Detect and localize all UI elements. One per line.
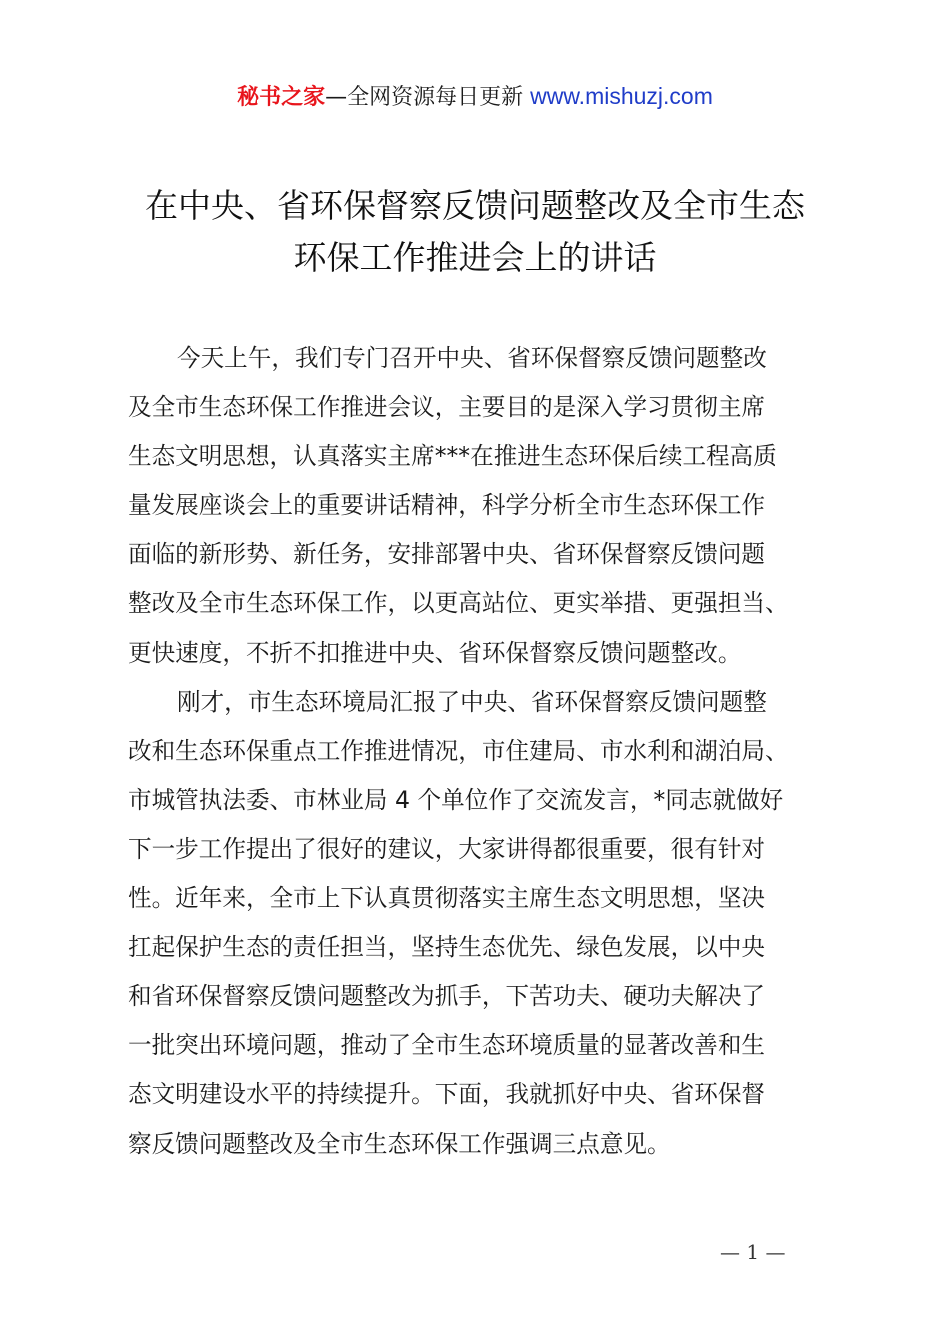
text-line: 察反馈问题整改及全市生态环保工作强调三点意见。 xyxy=(128,1129,671,1158)
text-line: 性。近年来，全市上下认真贯彻落实主席生态文明思想，坚决 xyxy=(128,884,766,913)
text-line: 生态文明思想，认真落实主席***在推进生态环保后续工程高质 xyxy=(128,442,777,471)
header-tagline: —全网资源每日更新 xyxy=(325,85,531,110)
page-number: — 1 — xyxy=(720,1240,786,1264)
text-line: 改和生态环保重点工作推进情况，市住建局、市水利和湖泊局、 xyxy=(128,736,789,765)
text-line: 下一步工作提出了很好的建议，大家讲得都很重要，很有针对 xyxy=(128,834,766,863)
text-line: 态文明建设水平的持续提升。下面，我就抓好中央、省环保督 xyxy=(128,1080,766,1109)
document-title xyxy=(0,180,950,284)
title-line-1: 在中央、省环保督察反馈问题整改及全市生态 xyxy=(145,186,805,225)
text-line: 整改及全市生态环保工作，以更高站位、更实举措、更强担当、 xyxy=(128,589,789,618)
site-header xyxy=(0,80,950,114)
paragraph-2 xyxy=(128,678,838,1169)
text-line: 今天上午，我们专门召开中央、省环保督察反馈问题整改 xyxy=(177,344,767,372)
title-line-2: 环保工作推进会上的讲话 xyxy=(293,238,657,277)
text-line: 一批突出环境问题，推动了全市生态环境质量的显著改善和生 xyxy=(128,1031,766,1060)
text-line: 更快速度，不折不扣推进中央、省环保督察反馈问题整改。 xyxy=(128,638,742,667)
site-url-link[interactable]: www.mishuzj.com xyxy=(530,83,713,109)
text-line: 及全市生态环保工作推进会议，主要目的是深入学习贯彻主席 xyxy=(128,393,766,422)
text-line: 和省环保督察反馈问题整改为抓手，下苦功夫、硬功夫解决了 xyxy=(128,982,766,1011)
text-line: 扛起保护生态的责任担当，坚持生态优先、绿色发展，以中央 xyxy=(128,933,766,962)
text-line: 市城管执法委、市林业局 4 个单位作了交流发言，*同志就做好 xyxy=(128,785,784,814)
paragraph-1 xyxy=(128,334,838,678)
text-line: 量发展座谈会上的重要讲话精神，科学分析全市生态环保工作 xyxy=(128,491,766,520)
document-body xyxy=(128,334,838,1169)
text-line: 刚才，市生态环境局汇报了中央、省环保督察反馈问题整 xyxy=(177,687,767,716)
text-line: 面临的新形势、新任务，安排部署中央、省环保督察反馈问题 xyxy=(128,540,766,569)
brand-name: 秘书之家 xyxy=(237,85,326,110)
